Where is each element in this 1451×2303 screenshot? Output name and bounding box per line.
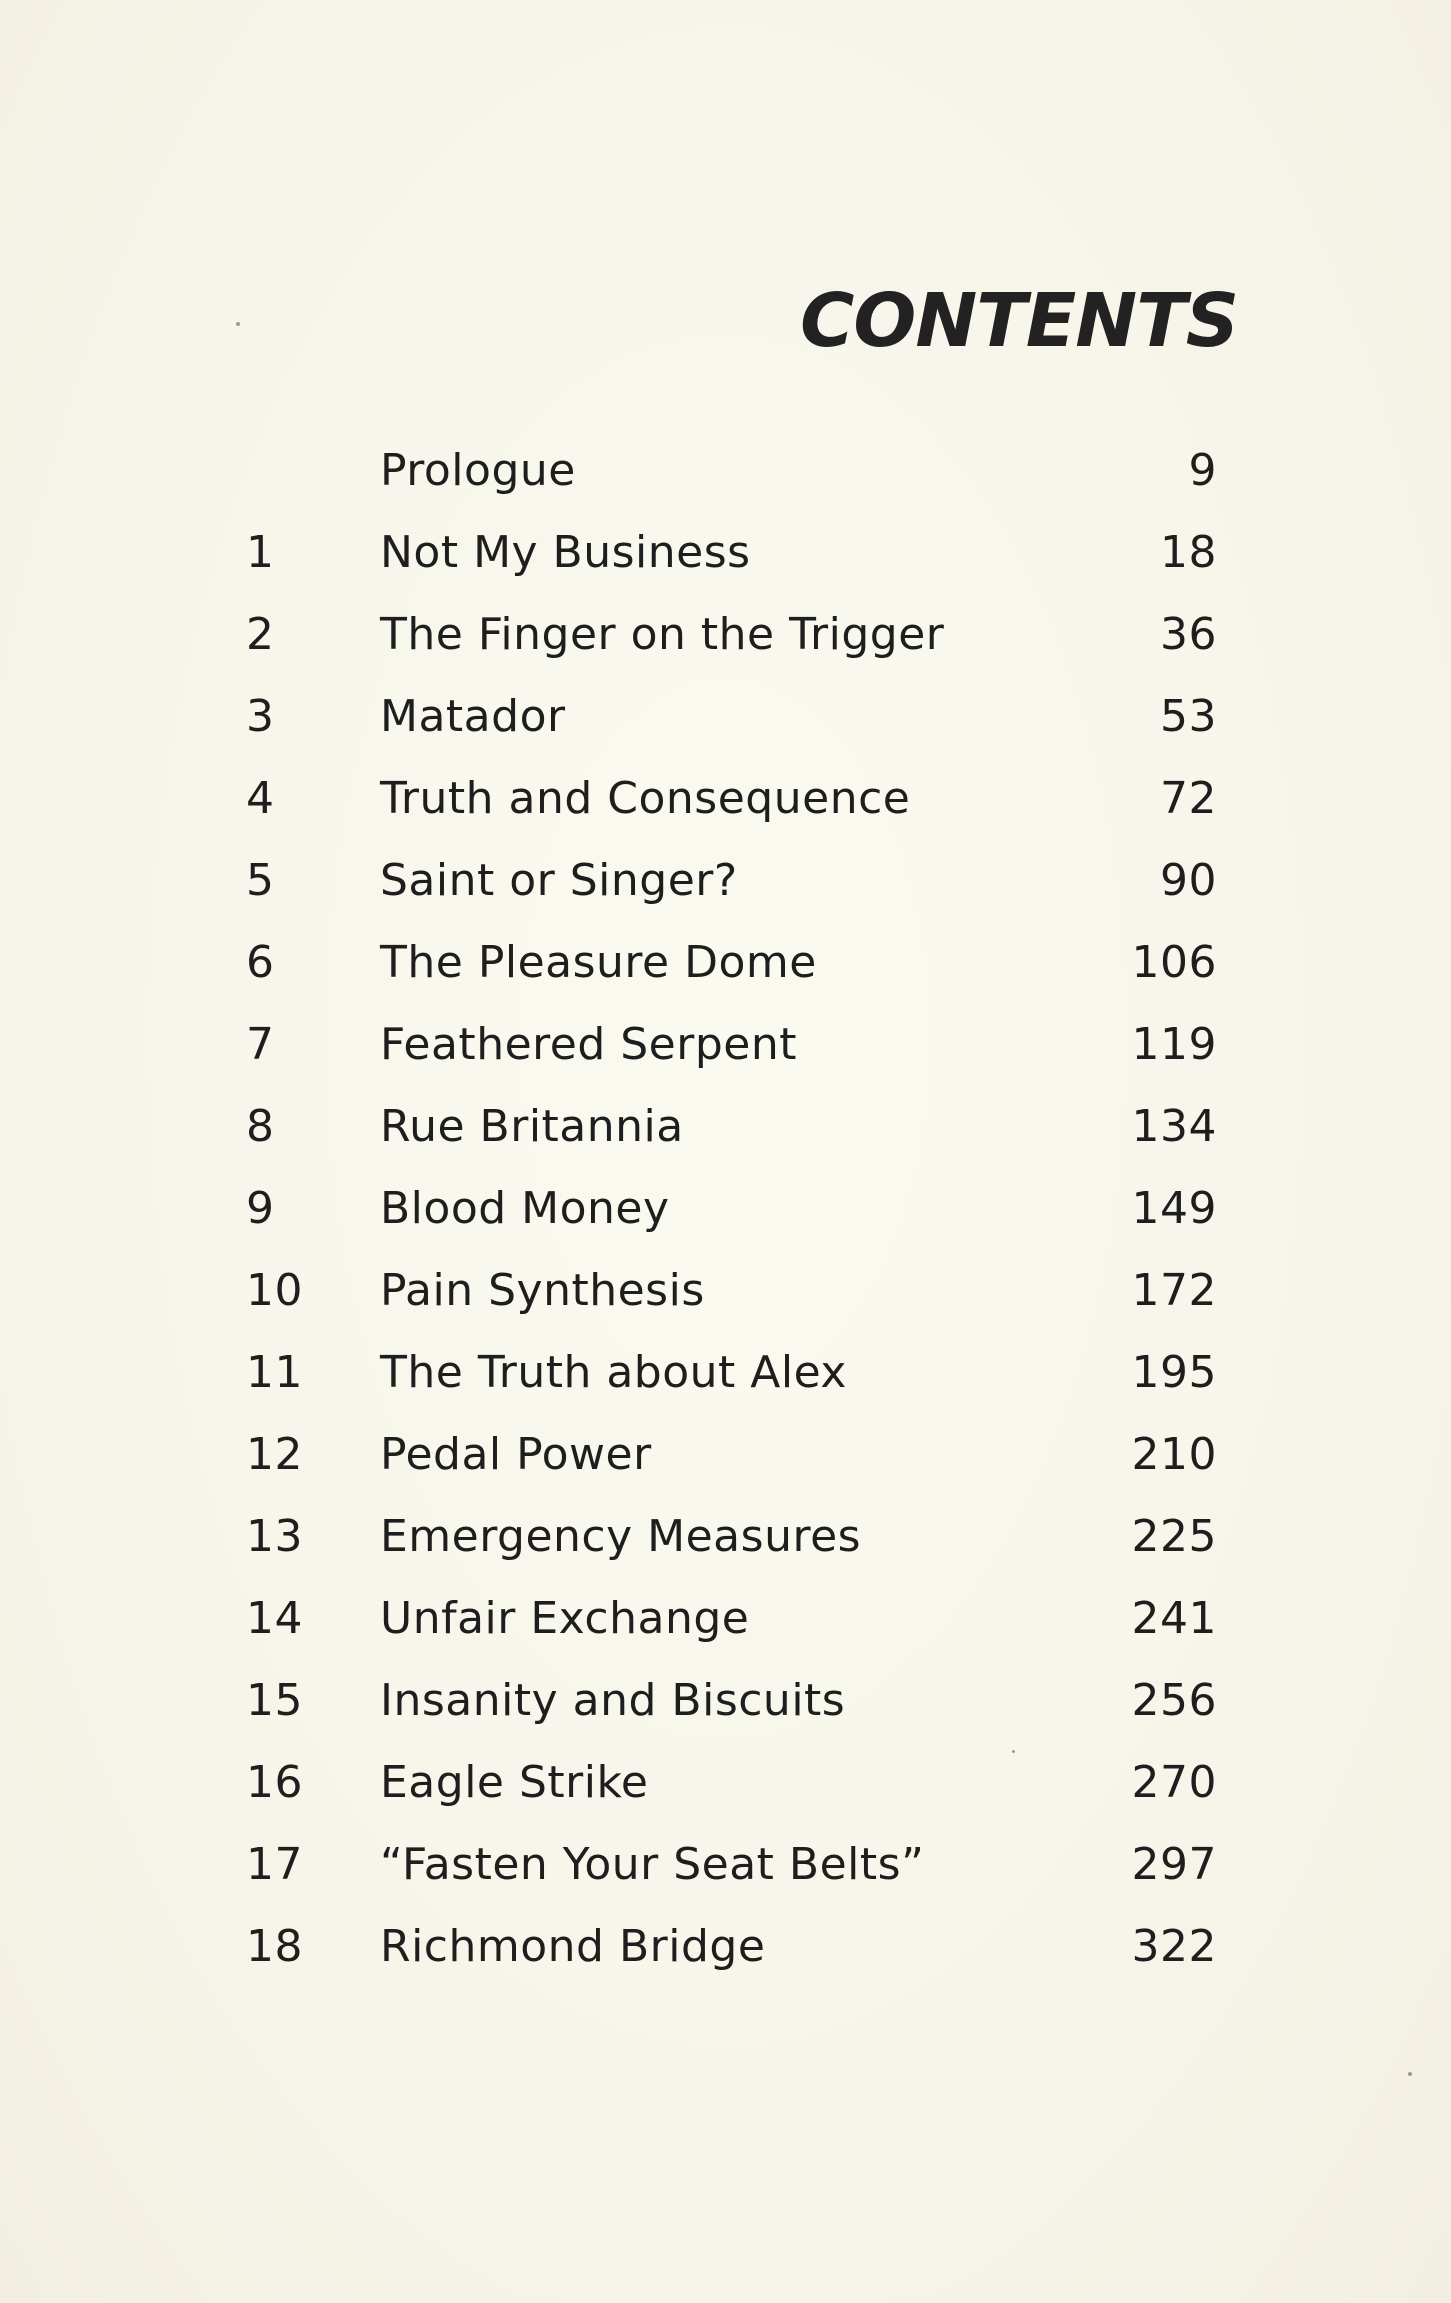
page-number: 18 — [1160, 527, 1217, 578]
chapter-number: 12 — [246, 1429, 303, 1480]
chapter-number: 2 — [246, 609, 275, 660]
chapter-title: The Finger on the Trigger — [380, 609, 945, 660]
chapter-number: 14 — [246, 1593, 303, 1644]
toc-entry[interactable] — [0, 522, 1451, 604]
page-number: 36 — [1160, 609, 1217, 660]
chapter-title: Pedal Power — [380, 1429, 652, 1480]
toc-entry[interactable] — [0, 1506, 1451, 1588]
chapter-number: 9 — [246, 1183, 275, 1234]
toc-entry[interactable] — [0, 1424, 1451, 1506]
toc-entry[interactable] — [0, 1260, 1451, 1342]
page-number: 72 — [1160, 773, 1217, 824]
page-number: 256 — [1131, 1675, 1217, 1726]
chapter-number: 3 — [246, 691, 275, 742]
toc-entry[interactable] — [0, 1752, 1451, 1834]
chapter-number: 10 — [246, 1265, 303, 1316]
chapter-title: Feathered Serpent — [380, 1019, 797, 1070]
toc-entry-prologue[interactable] — [0, 440, 1451, 522]
chapter-title: Pain Synthesis — [380, 1265, 705, 1316]
chapter-title: Insanity and Biscuits — [380, 1675, 846, 1726]
chapter-number: 13 — [246, 1511, 303, 1562]
chapter-title: Emergency Measures — [380, 1511, 862, 1562]
chapter-title: The Truth about Alex — [380, 1347, 847, 1398]
toc-entry[interactable] — [0, 1834, 1451, 1916]
page-number: 106 — [1131, 937, 1217, 988]
chapter-title: Prologue — [380, 445, 576, 496]
toc-entry[interactable] — [0, 850, 1451, 932]
chapter-title: Not My Business — [380, 527, 751, 578]
page-number: 172 — [1131, 1265, 1217, 1316]
chapter-title: Matador — [380, 691, 566, 742]
chapter-number: 15 — [246, 1675, 303, 1726]
chapter-title: Blood Money — [380, 1183, 670, 1234]
chapter-title: Saint or Singer? — [380, 855, 738, 906]
chapter-title: The Pleasure Dome — [380, 937, 817, 988]
chapter-title: Truth and Consequence — [380, 773, 911, 824]
chapter-title: Rue Britannia — [380, 1101, 684, 1152]
page-number: 195 — [1131, 1347, 1217, 1398]
chapter-number: 8 — [246, 1101, 275, 1152]
chapter-number: 16 — [246, 1757, 303, 1808]
toc-entry[interactable] — [0, 1588, 1451, 1670]
toc-entry[interactable] — [0, 604, 1451, 686]
contents-heading: CONTENTS — [800, 278, 1238, 364]
page-number: 9 — [1188, 445, 1217, 496]
page-number: 297 — [1131, 1839, 1217, 1890]
page-number: 149 — [1131, 1183, 1217, 1234]
toc-entry[interactable] — [0, 1014, 1451, 1096]
toc-entry[interactable] — [0, 1670, 1451, 1752]
chapter-number: 7 — [246, 1019, 275, 1070]
chapter-title: “Fasten Your Seat Belts” — [380, 1839, 925, 1890]
page-number: 119 — [1131, 1019, 1217, 1070]
page-number: 225 — [1131, 1511, 1217, 1562]
chapter-number: 4 — [246, 773, 275, 824]
page-number: 322 — [1131, 1921, 1217, 1972]
page-number: 90 — [1160, 855, 1217, 906]
paper-speck — [236, 322, 240, 326]
page-number: 134 — [1131, 1101, 1217, 1152]
toc-entry[interactable] — [0, 932, 1451, 1014]
chapter-number: 11 — [246, 1347, 303, 1398]
chapter-title: Richmond Bridge — [380, 1921, 766, 1972]
page-number: 210 — [1131, 1429, 1217, 1480]
chapter-number: 17 — [246, 1839, 303, 1890]
paper-speck — [1408, 2072, 1412, 2076]
toc-entry[interactable] — [0, 1342, 1451, 1424]
toc-entry[interactable] — [0, 1916, 1451, 1998]
page-number: 241 — [1131, 1593, 1217, 1644]
toc-entry[interactable] — [0, 686, 1451, 768]
page-number: 53 — [1160, 691, 1217, 742]
chapter-number: 1 — [246, 527, 275, 578]
chapter-title: Unfair Exchange — [380, 1593, 750, 1644]
toc-entry[interactable] — [0, 768, 1451, 850]
toc-entry[interactable] — [0, 1096, 1451, 1178]
page-number: 270 — [1131, 1757, 1217, 1808]
toc-entry[interactable] — [0, 1178, 1451, 1260]
chapter-number: 6 — [246, 937, 275, 988]
chapter-number: 18 — [246, 1921, 303, 1972]
chapter-number: 5 — [246, 855, 275, 906]
chapter-title: Eagle Strike — [380, 1757, 649, 1808]
